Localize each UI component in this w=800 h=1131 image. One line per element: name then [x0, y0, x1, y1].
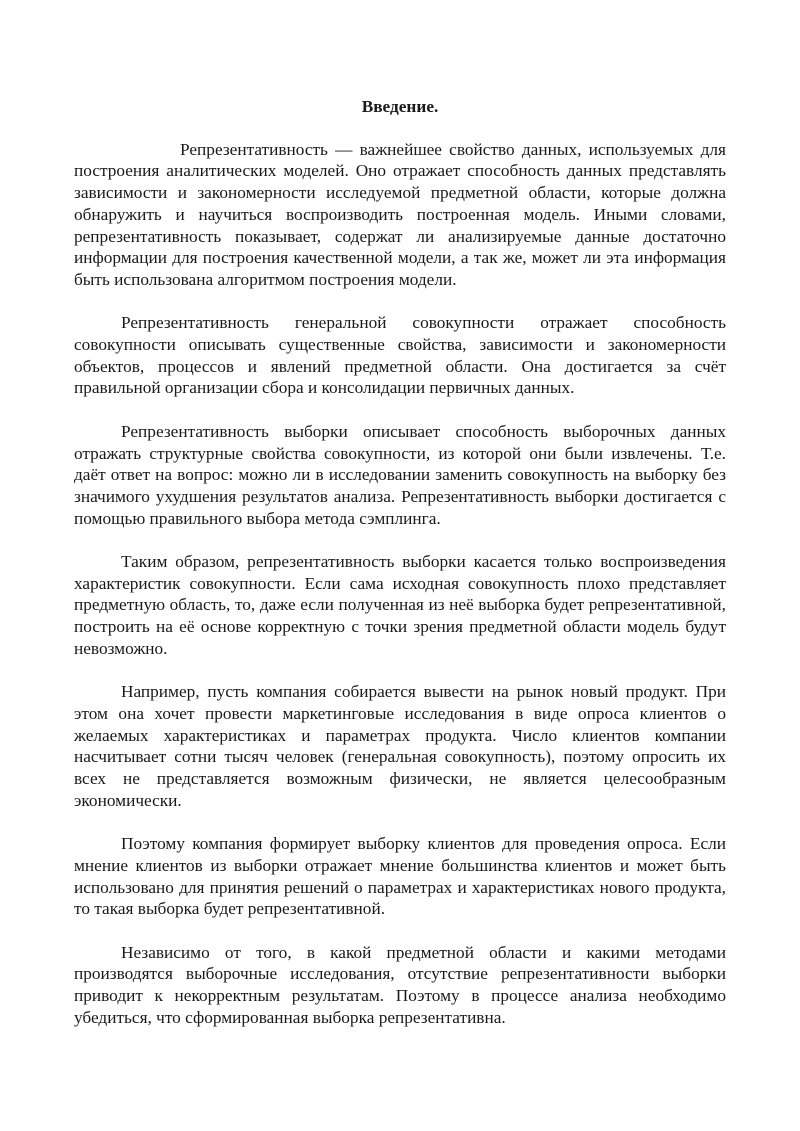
paragraph-6: Поэтому компания формирует выборку клиентов для проведения опроса. Если мнение клиентов из выборки отражает мнение большинства клиентов и может быть использовано для принятия решений о параметрах и характеристиках нового продукта, то такая выборка будет репрезентативной.	[74, 834, 726, 919]
paragraph-7: Независимо от того, в какой предметной области и какими методами производятся выборочные исследования, отсутствие репрезентативности выборки приводит к некорректным результатам. Поэтому в процессе анализа необходимо убедиться, что сформированная выборка репрезентативна.	[74, 942, 726, 1027]
paragraph-3: Репрезентативность выборки описывает способность выборочных данных отражать структурные свойства совокупности, из которой они были извлечены. Т.е. даёт ответ на вопрос: можно ли в исследовании заменить совокупность на выборку без значимого ухудшения результатов анализа. Репрезентативность выборки достигается с помощью правильного выбора метода сэмплинга.	[74, 421, 726, 528]
document-page	[74, 96, 726, 1050]
document-title: Введение.	[361, 97, 439, 116]
paragraph-4: Таким образом, репрезентативность выборки касается только воспроизведения характеристик совокупности. Если сама исходная совокупность плохо представляет предметную область, то, даже если полученная из неё выборка будет репрезентативной, построить на её основе корректную с точки зрения предметной области модель будут невозможно.	[74, 552, 726, 658]
paragraph-1: Репрезентативность — важнейшее свойство данных, используемых для построения аналитических моделей. Оно отражает способность данных представлять зависимости и закономерности исследуемой предметной области, которые должна обнаружить и научиться воспроизводить построенная модель. Иными словами, репрезентативность показывает, содержат ли анализируемые данные достаточно информации для построения качественной модели, а так же, может ли эта информация быть использована алгоритмом построения модели.	[74, 139, 726, 289]
paragraph-2: Репрезентативность генеральной совокупности отражает способность совокупности описывать существенные свойства, зависимости и закономерности объектов, процессов и явлений предметной области. Она достигается за счёт правильной организации сбора и консолидации первичных данных.	[74, 313, 726, 398]
paragraph-5: Например, пусть компания собирается вывести на рынок новый продукт. При этом она хочет провести маркетинговые исследования в виде опроса клиентов о желаемых характеристиках и параметрах продукта. Число клиентов компании насчитывает сотни тысяч человек (генеральная совокупность), поэтому опросить их всех не представляется возможным физически, не является целесообразным экономически.	[74, 682, 726, 810]
